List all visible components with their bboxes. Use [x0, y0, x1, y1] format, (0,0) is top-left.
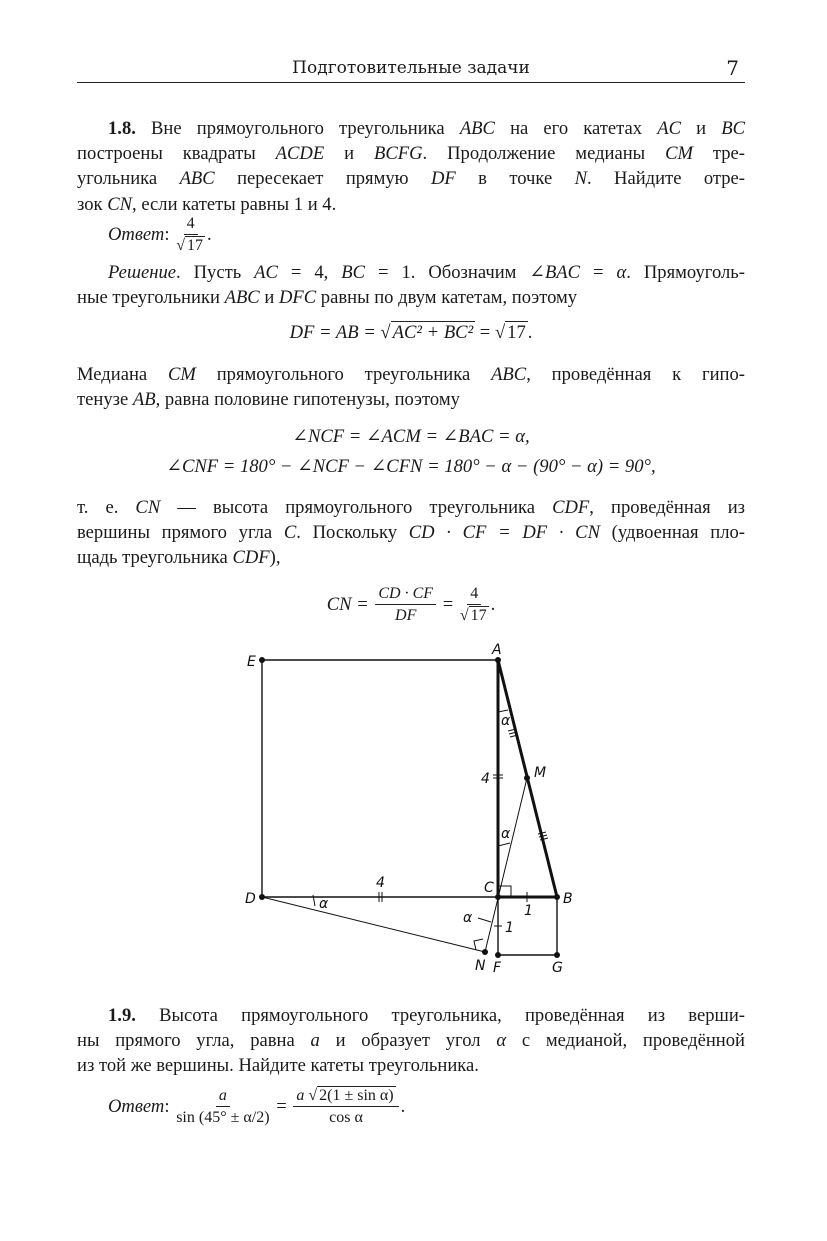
text-run: . Поскольку	[296, 522, 409, 544]
math-term: ABC	[491, 364, 527, 385]
text-run: , равна половине гипотенузы, поэтому	[155, 389, 460, 411]
text-run: ны прямого угла, равна	[77, 1030, 311, 1052]
math-term: CDF	[552, 497, 590, 518]
text-run: , если катеты равны 1 и 4.	[132, 193, 337, 215]
math-term: BCFG	[373, 143, 423, 165]
math-term: DFC	[278, 287, 317, 309]
label-f: F	[493, 960, 502, 976]
page-number: 7	[726, 56, 739, 80]
text-run: тенузе	[77, 389, 133, 411]
radicand: 17	[186, 237, 203, 254]
var-a: a	[296, 1087, 305, 1104]
math-term: Решение	[108, 262, 177, 283]
math-term: BC	[721, 118, 745, 139]
right-angle-n	[474, 939, 483, 950]
text-run: т. е.	[77, 497, 136, 518]
text-line	[77, 1028, 745, 1053]
math-term: AC	[657, 118, 681, 139]
label-alpha-n: α	[463, 910, 473, 926]
label-bc-length: 1	[524, 903, 533, 919]
problem-number: 1.9.	[108, 1005, 136, 1026]
label-d: D	[245, 891, 256, 907]
problem-number: 1.8.	[108, 118, 136, 139]
math-term: ABC	[224, 287, 260, 309]
math-term: DF	[430, 168, 456, 190]
numerator: 4	[467, 584, 481, 605]
text-line	[77, 1003, 745, 1028]
denominator: sin (45° ± α/2)	[176, 1109, 270, 1126]
point-m	[524, 775, 530, 781]
numerator: a	[216, 1086, 230, 1107]
numerator: CD · CF	[375, 584, 436, 605]
angle-arc-n	[478, 918, 491, 922]
text-run: угольника	[77, 168, 180, 190]
formula-lhs: DF = AB =	[289, 322, 381, 343]
text-run: и	[324, 143, 374, 165]
label-c: C	[484, 880, 494, 896]
radicand: 17	[507, 322, 526, 343]
math-term: α	[496, 1030, 507, 1052]
text-run: = 1. Обозначим ∠	[365, 262, 545, 283]
math-term: ABC	[179, 168, 215, 190]
text-run: щадь треугольника	[77, 547, 233, 569]
radicand: 2(1 ± sin α)	[319, 1087, 394, 1104]
denominator: √ 17	[176, 237, 203, 254]
math-term: AB	[132, 389, 156, 411]
period: .	[527, 322, 533, 343]
formula-angle-cnf: ∠CNF = 180° − ∠NCF − ∠CFN = 180° − α − (90° − α) = 90°,	[166, 456, 656, 477]
text-run: пересекает прямую	[214, 168, 431, 190]
numerator: 4	[184, 214, 198, 235]
math-term: a	[310, 1030, 320, 1052]
text-run: с медианой, проведённой	[506, 1030, 745, 1052]
point-c	[495, 894, 501, 900]
point-b	[554, 894, 560, 900]
text-run: на его катетах	[494, 118, 658, 139]
text-run: вершины прямого угла	[77, 522, 284, 544]
math-term: CD · CF = DF · CN	[408, 522, 600, 544]
label-cf-length: 1	[505, 920, 514, 936]
label-a: A	[492, 642, 502, 658]
label-alpha-c: α	[501, 826, 511, 842]
tick-mb	[538, 832, 548, 840]
math-term: BC	[341, 262, 366, 283]
text-run: и	[681, 118, 722, 139]
label-alpha-d: α	[319, 896, 329, 912]
point-d	[259, 894, 265, 900]
label-ac-length: 4	[481, 771, 490, 787]
formula-lhs: CN =	[326, 593, 374, 615]
text-run: . Продолжение медианы	[422, 143, 666, 165]
label-dc-length: 4	[376, 875, 385, 891]
radicand: AC² + BC²	[392, 322, 474, 343]
text-run: тре-	[692, 143, 745, 165]
text-run: , проведённая из	[589, 497, 745, 518]
text-run: (удвоенная пло-	[599, 522, 745, 544]
math-term: CN	[135, 497, 161, 518]
label-n: N	[475, 958, 486, 974]
answer-label: Ответ	[108, 223, 165, 245]
math-term: CN	[107, 193, 133, 215]
problem-1-8-answer: Ответ: $\frac{4}{√ 17}$ .	[77, 214, 745, 257]
text-run: зок	[77, 193, 108, 215]
problem-1-9-answer: Ответ: $\frac{a}{\sin (45^\circ \pm \alpha/2)}$ = $\frac{\text{a √ 2(1 ± sin α)}}{\text{cos α}}$ .	[77, 1086, 745, 1129]
period: .	[400, 1095, 406, 1117]
formula-angles: ∠NCF = ∠ACM = ∠BAC = α,	[292, 426, 530, 447]
equals: =	[438, 593, 458, 615]
math-term: ACDE	[275, 143, 325, 165]
point-f	[495, 952, 501, 958]
text-run: ные треугольники	[77, 287, 225, 309]
angle-arc-c	[498, 843, 510, 846]
text-run: . Найдите отре-	[587, 168, 745, 190]
answer-fraction-2	[293, 1086, 398, 1129]
text-run: , проведённая к гипо-	[526, 364, 745, 385]
math-term: BAC	[544, 262, 581, 283]
label-alpha-a: α	[501, 713, 511, 729]
label-m: M	[534, 765, 547, 781]
header-title: Подготовительные задачи	[292, 58, 530, 78]
text-run: — высота прямоугольного треугольника	[160, 497, 553, 518]
answer-fraction-1	[176, 1086, 269, 1129]
point-e	[259, 657, 265, 663]
text-run: и образует угол	[319, 1030, 497, 1052]
square-acde	[262, 660, 498, 897]
text-run: ),	[269, 547, 281, 569]
text-line	[77, 1053, 745, 1078]
label-b: B	[563, 891, 573, 907]
label-e: E	[247, 654, 256, 670]
text-run: Вне прямоугольного треугольника	[135, 118, 460, 139]
answer-label: Ответ	[108, 1095, 165, 1117]
equals: =	[475, 322, 495, 343]
math-term: N	[574, 168, 587, 190]
denominator: cos α	[329, 1109, 363, 1126]
denominator: √ 17	[459, 607, 487, 624]
math-term: α	[616, 262, 627, 283]
text-run: равны по двум катетам, поэтому	[316, 287, 578, 309]
point-n	[482, 949, 488, 955]
formula-df-ab: DF = AB = √ AC² + BC² = √ 17 .	[289, 322, 533, 343]
text-run: из той же вершины. Найдите катеты треугольника.	[77, 1055, 479, 1077]
text-run: в точке	[455, 168, 575, 190]
text-run: . Пусть	[176, 262, 255, 283]
math-term: ABC	[459, 118, 495, 139]
math-term: CDF	[232, 547, 270, 569]
radicand: 17	[470, 607, 487, 624]
segment-dn	[262, 897, 485, 952]
math-term: AC	[254, 262, 278, 283]
text-run: прямоугольного треугольника	[195, 364, 492, 385]
equals: =	[271, 1095, 292, 1117]
text-run: . Прямоуголь-	[626, 262, 745, 283]
text-run: = 4,	[277, 262, 342, 283]
text-run: и	[259, 287, 279, 309]
text-run: построены квадраты	[77, 143, 276, 165]
math-term: CM	[167, 364, 196, 385]
problem-1-9-statement	[77, 1003, 745, 1079]
numerator: a √ 2(1 ± sin α)	[293, 1086, 398, 1107]
denominator: DF	[395, 607, 417, 624]
text-run: =	[580, 262, 617, 283]
math-term: CM	[665, 143, 693, 165]
period: .	[490, 593, 496, 615]
label-g: G	[552, 960, 563, 976]
math-term: C	[283, 522, 297, 544]
text-run: Медиана	[77, 364, 168, 385]
point-g	[554, 952, 560, 958]
text-run: Высота прямоугольного треугольника, проведённая из верши-	[135, 1005, 745, 1026]
